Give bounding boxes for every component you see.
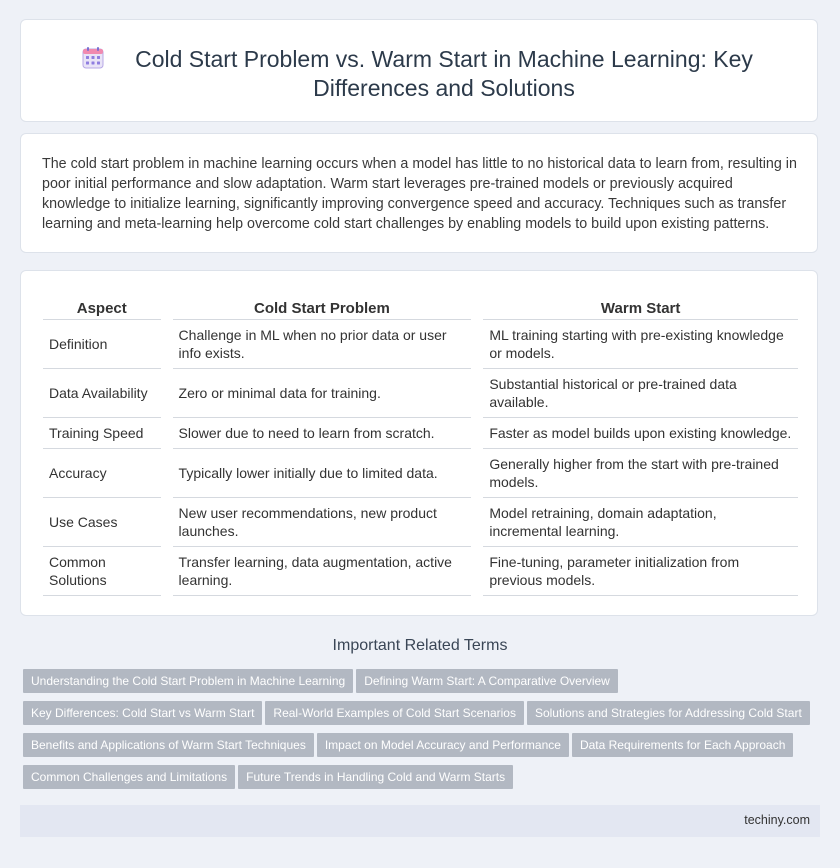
row-aspect: Data Availability (43, 369, 161, 418)
row-warm-start: Model retraining, domain adaptation, incremental learning. (483, 498, 798, 547)
footer-bar (20, 805, 820, 837)
header-aspect: Aspect (43, 297, 161, 320)
related-terms-heading: Important Related Terms (332, 637, 508, 654)
table-row (43, 320, 798, 369)
table-row (43, 418, 798, 449)
comparison-card (20, 270, 818, 616)
header-warm-start: Warm Start (483, 297, 798, 320)
intro-card (20, 133, 818, 253)
table-row (43, 547, 798, 596)
row-warm-start: ML training starting with pre-existing knowledge or models. (483, 320, 798, 369)
row-cold-start: New user recommendations, new product launches. (173, 498, 472, 547)
row-aspect: Definition (43, 320, 161, 369)
comparison-table (43, 297, 798, 596)
calendar-icon (81, 46, 105, 70)
row-cold-start: Challenge in ML when no prior data or user info exists. (173, 320, 472, 369)
row-warm-start: Substantial historical or pre-trained data available. (483, 369, 798, 418)
tag-row (23, 669, 823, 701)
header-cold-start: Cold Start Problem (173, 297, 472, 320)
row-cold-start: Typically lower initially due to limited data. (173, 449, 472, 498)
related-term-tag[interactable]: Real-World Examples of Cold Start Scenarios (265, 701, 524, 725)
related-term-tag[interactable]: Defining Warm Start: A Comparative Overview (356, 669, 618, 693)
table-row (43, 449, 798, 498)
related-term-tag[interactable]: Common Challenges and Limitations (23, 765, 235, 789)
title-card (20, 19, 818, 122)
related-terms-list (23, 669, 823, 797)
row-aspect: Common Solutions (43, 547, 161, 596)
tag-row (23, 765, 823, 797)
row-warm-start: Fine-tuning, parameter initialization from previous models. (483, 547, 798, 596)
related-term-tag[interactable]: Understanding the Cold Start Problem in Machine Learning (23, 669, 353, 693)
row-warm-start: Generally higher from the start with pre-trained models. (483, 449, 798, 498)
related-term-tag[interactable]: Future Trends in Handling Cold and Warm Starts (238, 765, 513, 789)
row-cold-start: Slower due to need to learn from scratch. (173, 418, 472, 449)
related-term-tag[interactable]: Key Differences: Cold Start vs Warm Start (23, 701, 262, 725)
intro-paragraph: The cold start problem in machine learning occurs when a model has little to no historical data to learn from, resulting in poor initial performance and slow adaptation. Warm start leverages pre-trained models or previously acquired knowledge to initialize learning, significantly improving convergence speed and accuracy. Techniques such as transfer learning and meta-learning help overcome cold start challenges by enabling models to build upon existing patterns. (42, 156, 797, 232)
table-row (43, 498, 798, 547)
site-credit[interactable]: techiny.com (744, 813, 810, 827)
tag-row (23, 701, 823, 733)
row-aspect: Accuracy (43, 449, 161, 498)
row-cold-start: Transfer learning, data augmentation, active learning. (173, 547, 472, 596)
row-aspect: Use Cases (43, 498, 161, 547)
related-term-tag[interactable]: Impact on Model Accuracy and Performance (317, 733, 569, 757)
table-header-row (43, 297, 798, 320)
row-warm-start: Faster as model builds upon existing knowledge. (483, 418, 798, 449)
row-aspect: Training Speed (43, 418, 161, 449)
tag-row (23, 733, 823, 765)
table-row (43, 369, 798, 418)
related-term-tag[interactable]: Data Requirements for Each Approach (572, 733, 793, 757)
page-title: Cold Start Problem vs. Warm Start in Machine Learning: Key Differences and Solutions (135, 46, 753, 101)
row-cold-start: Zero or minimal data for training. (173, 369, 472, 418)
related-term-tag[interactable]: Solutions and Strategies for Addressing Cold Start (527, 701, 810, 725)
related-term-tag[interactable]: Benefits and Applications of Warm Start Techniques (23, 733, 314, 757)
